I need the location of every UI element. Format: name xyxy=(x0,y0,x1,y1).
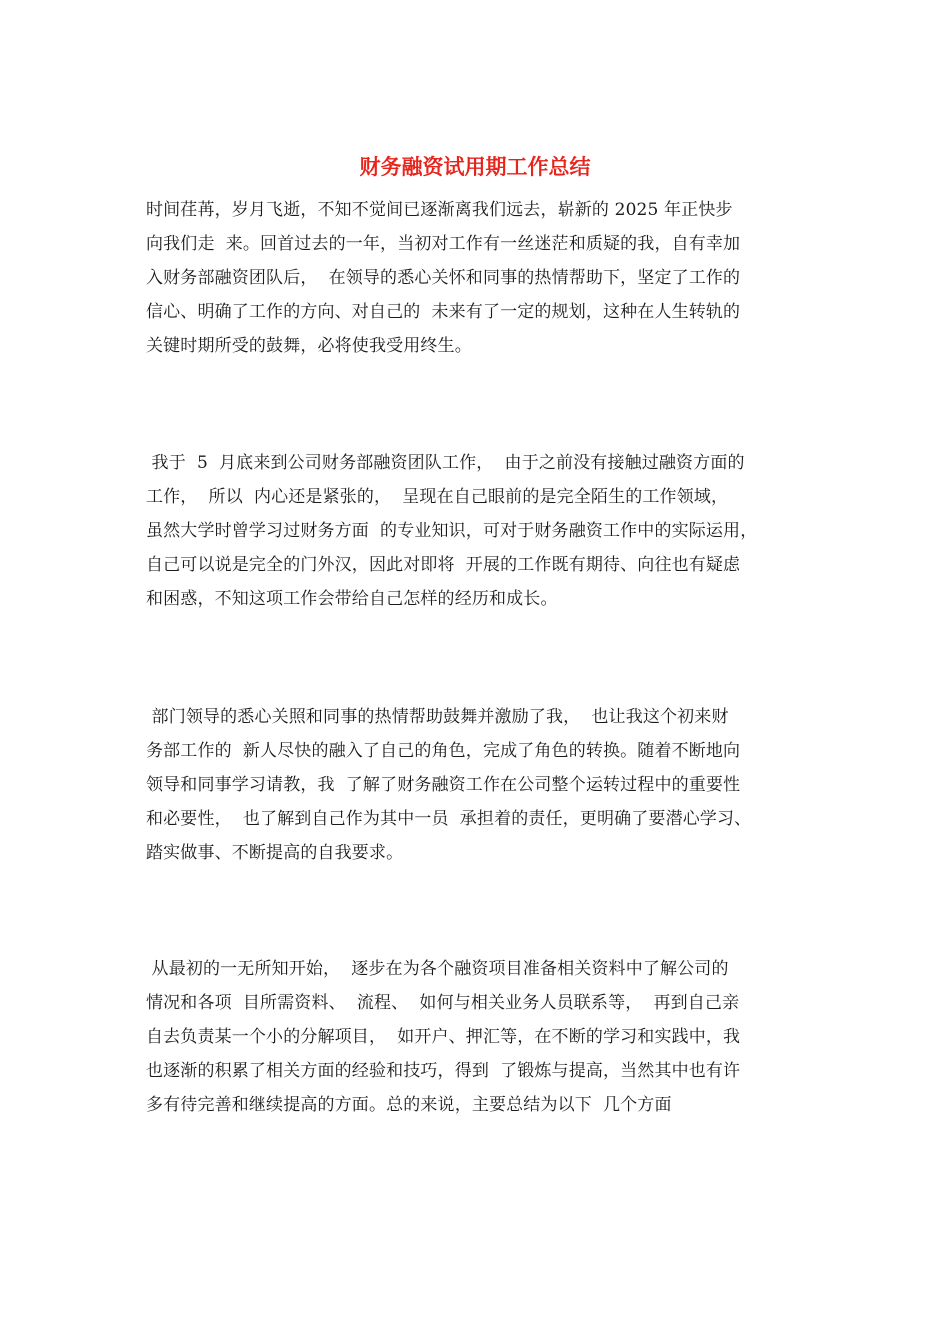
paragraph-line: 工作， 所以 内心还是紧张的， 呈现在自己眼前的是完全陌生的工作领域， xyxy=(146,487,729,507)
paragraph-1 xyxy=(146,193,826,363)
paragraph-line: 和困惑，不知这项工作会带给自己怎样的经历和成长。 xyxy=(146,589,558,609)
paragraph-line: 从最初的一无所知开始， 逐步在为各个融资项目准备相关资料中了解公司的 xyxy=(146,959,729,979)
paragraph-line: 入财务部融资团队后， 在领导的悉心关怀和同事的热情帮助下，坚定了工作的 xyxy=(146,268,741,288)
paragraph-line: 情况和各项 目所需资料、 流程、 如何与相关业务人员联系等， 再到自己亲 xyxy=(146,993,740,1013)
document-title: 财务融资试用期工作总结 xyxy=(359,155,591,179)
paragraph-2 xyxy=(146,446,826,616)
paragraph-line: 部门领导的悉心关照和同事的热情帮助鼓舞并激励了我， 也让我这个初来财 xyxy=(146,707,729,727)
paragraph-line: 时间荏苒，岁月飞逝，不知不觉间已逐渐离我们远去，崭新的 2025 年正快步 xyxy=(146,200,733,220)
paragraph-line: 和必要性， 也了解到自己作为其中一员 承担着的责任，更明确了要潜心学习、 xyxy=(146,809,752,829)
paragraph-3 xyxy=(146,700,826,870)
paragraph-line: 也逐渐的积累了相关方面的经验和技巧，得到 了锻炼与提高，当然其中也有许 xyxy=(146,1061,741,1081)
paragraph-line: 自己可以说是完全的门外汉，因此对即将 开展的工作既有期待、向往也有疑虑 xyxy=(146,555,741,575)
paragraph-line: 踏实做事、不断提高的自我要求。 xyxy=(146,843,404,863)
paragraph-line: 虽然大学时曾学习过财务方面 的专业知识，可对于财务融资工作中的实际运用， xyxy=(146,521,758,541)
paragraph-line: 我于 5 月底来到公司财务部融资团队工作， 由于之前没有接触过融资方面的 xyxy=(146,453,745,473)
paragraph-line: 自去负责某一个小的分解项目， 如开户、押汇等，在不断的学习和实践中，我 xyxy=(146,1027,741,1047)
paragraph-line: 信心、明确了工作的方向、对自己的 未来有了一定的规划，这种在人生转轨的 xyxy=(146,302,741,322)
paragraph-line: 向我们走 来。回首过去的一年，当初对工作有一丝迷茫和质疑的我，自有幸加 xyxy=(146,234,741,254)
paragraph-line: 多有待完善和继续提高的方面。总的来说，主要总结为以下 几个方面 xyxy=(146,1095,672,1115)
paragraph-line: 关键时期所受的鼓舞，必将使我受用终生。 xyxy=(146,336,472,356)
paragraph-line: 领导和同事学习请教，我 了解了财务融资工作在公司整个运转过程中的重要性 xyxy=(146,775,741,795)
paragraph-line: 务部工作的 新人尽快的融入了自己的角色，完成了角色的转换。随着不断地向 xyxy=(146,741,741,761)
paragraph-4 xyxy=(146,952,826,1122)
